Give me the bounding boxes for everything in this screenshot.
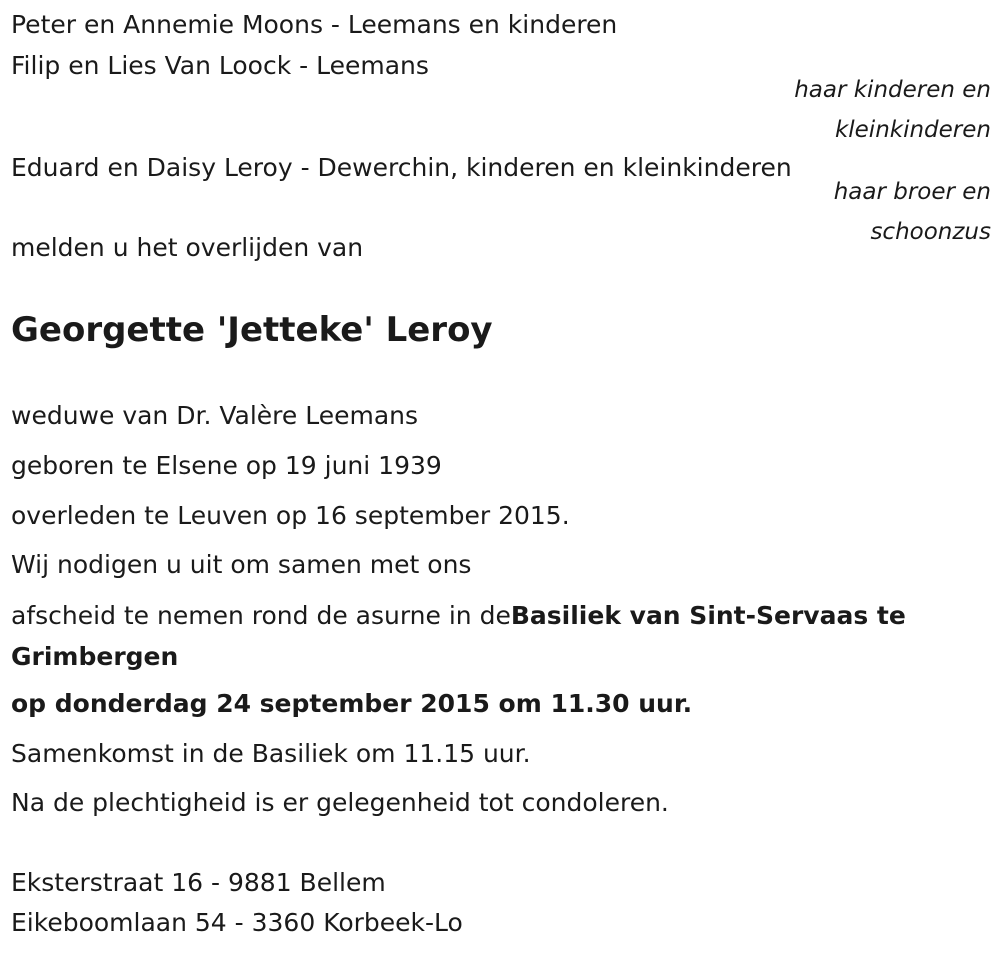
gathering-info: Samenkomst in de Basiliek om 11.15 uur. [11,739,531,768]
note-sibling-line-2: schoonzus [870,219,991,245]
note-sibling [834,172,991,252]
note-children [794,70,991,150]
ceremony-datetime: op donderdag 24 september 2015 om 11.30 uur. [11,689,693,718]
note-children-line-2: kleinkinderen [834,117,991,143]
address-1: Eksterstraat 16 - 9881 Bellem [11,868,386,897]
invitation-prefix: afscheid te nemen rond de asurne in de [11,601,511,630]
birth-info: geboren te Elsene op 19 juni 1939 [11,451,442,480]
invitation-location [11,595,971,677]
invitation-line-1: Wij nodigen u uit om samen met ons [11,550,472,579]
widow-of: weduwe van Dr. Valère Leemans [11,401,419,430]
condolence-info: Na de plechtigheid is er gelegenheid tot condoleren. [11,788,669,817]
death-info: overleden te Leuven op 16 september 2015. [11,501,570,530]
note-sibling-line-1: haar broer en [833,179,991,205]
family-line-3: Eduard en Daisy Leroy - Dewerchin, kinderen en kleinkinderen [11,153,792,182]
note-children-line-1: haar kinderen en [794,77,991,103]
family-line-1: Peter en Annemie Moons - Leemans en kinderen [11,10,618,39]
deceased-name: Georgette 'Jetteke' Leroy [11,310,493,350]
ceremony-location: Basiliek van Sint-Servaas te Grimbergen [11,601,906,671]
address-2: Eikeboomlaan 54 - 3360 Korbeek-Lo [11,908,463,937]
family-line-2: Filip en Lies Van Loock - Leemans [11,51,429,80]
announcement-text: melden u het overlijden van [11,233,364,262]
